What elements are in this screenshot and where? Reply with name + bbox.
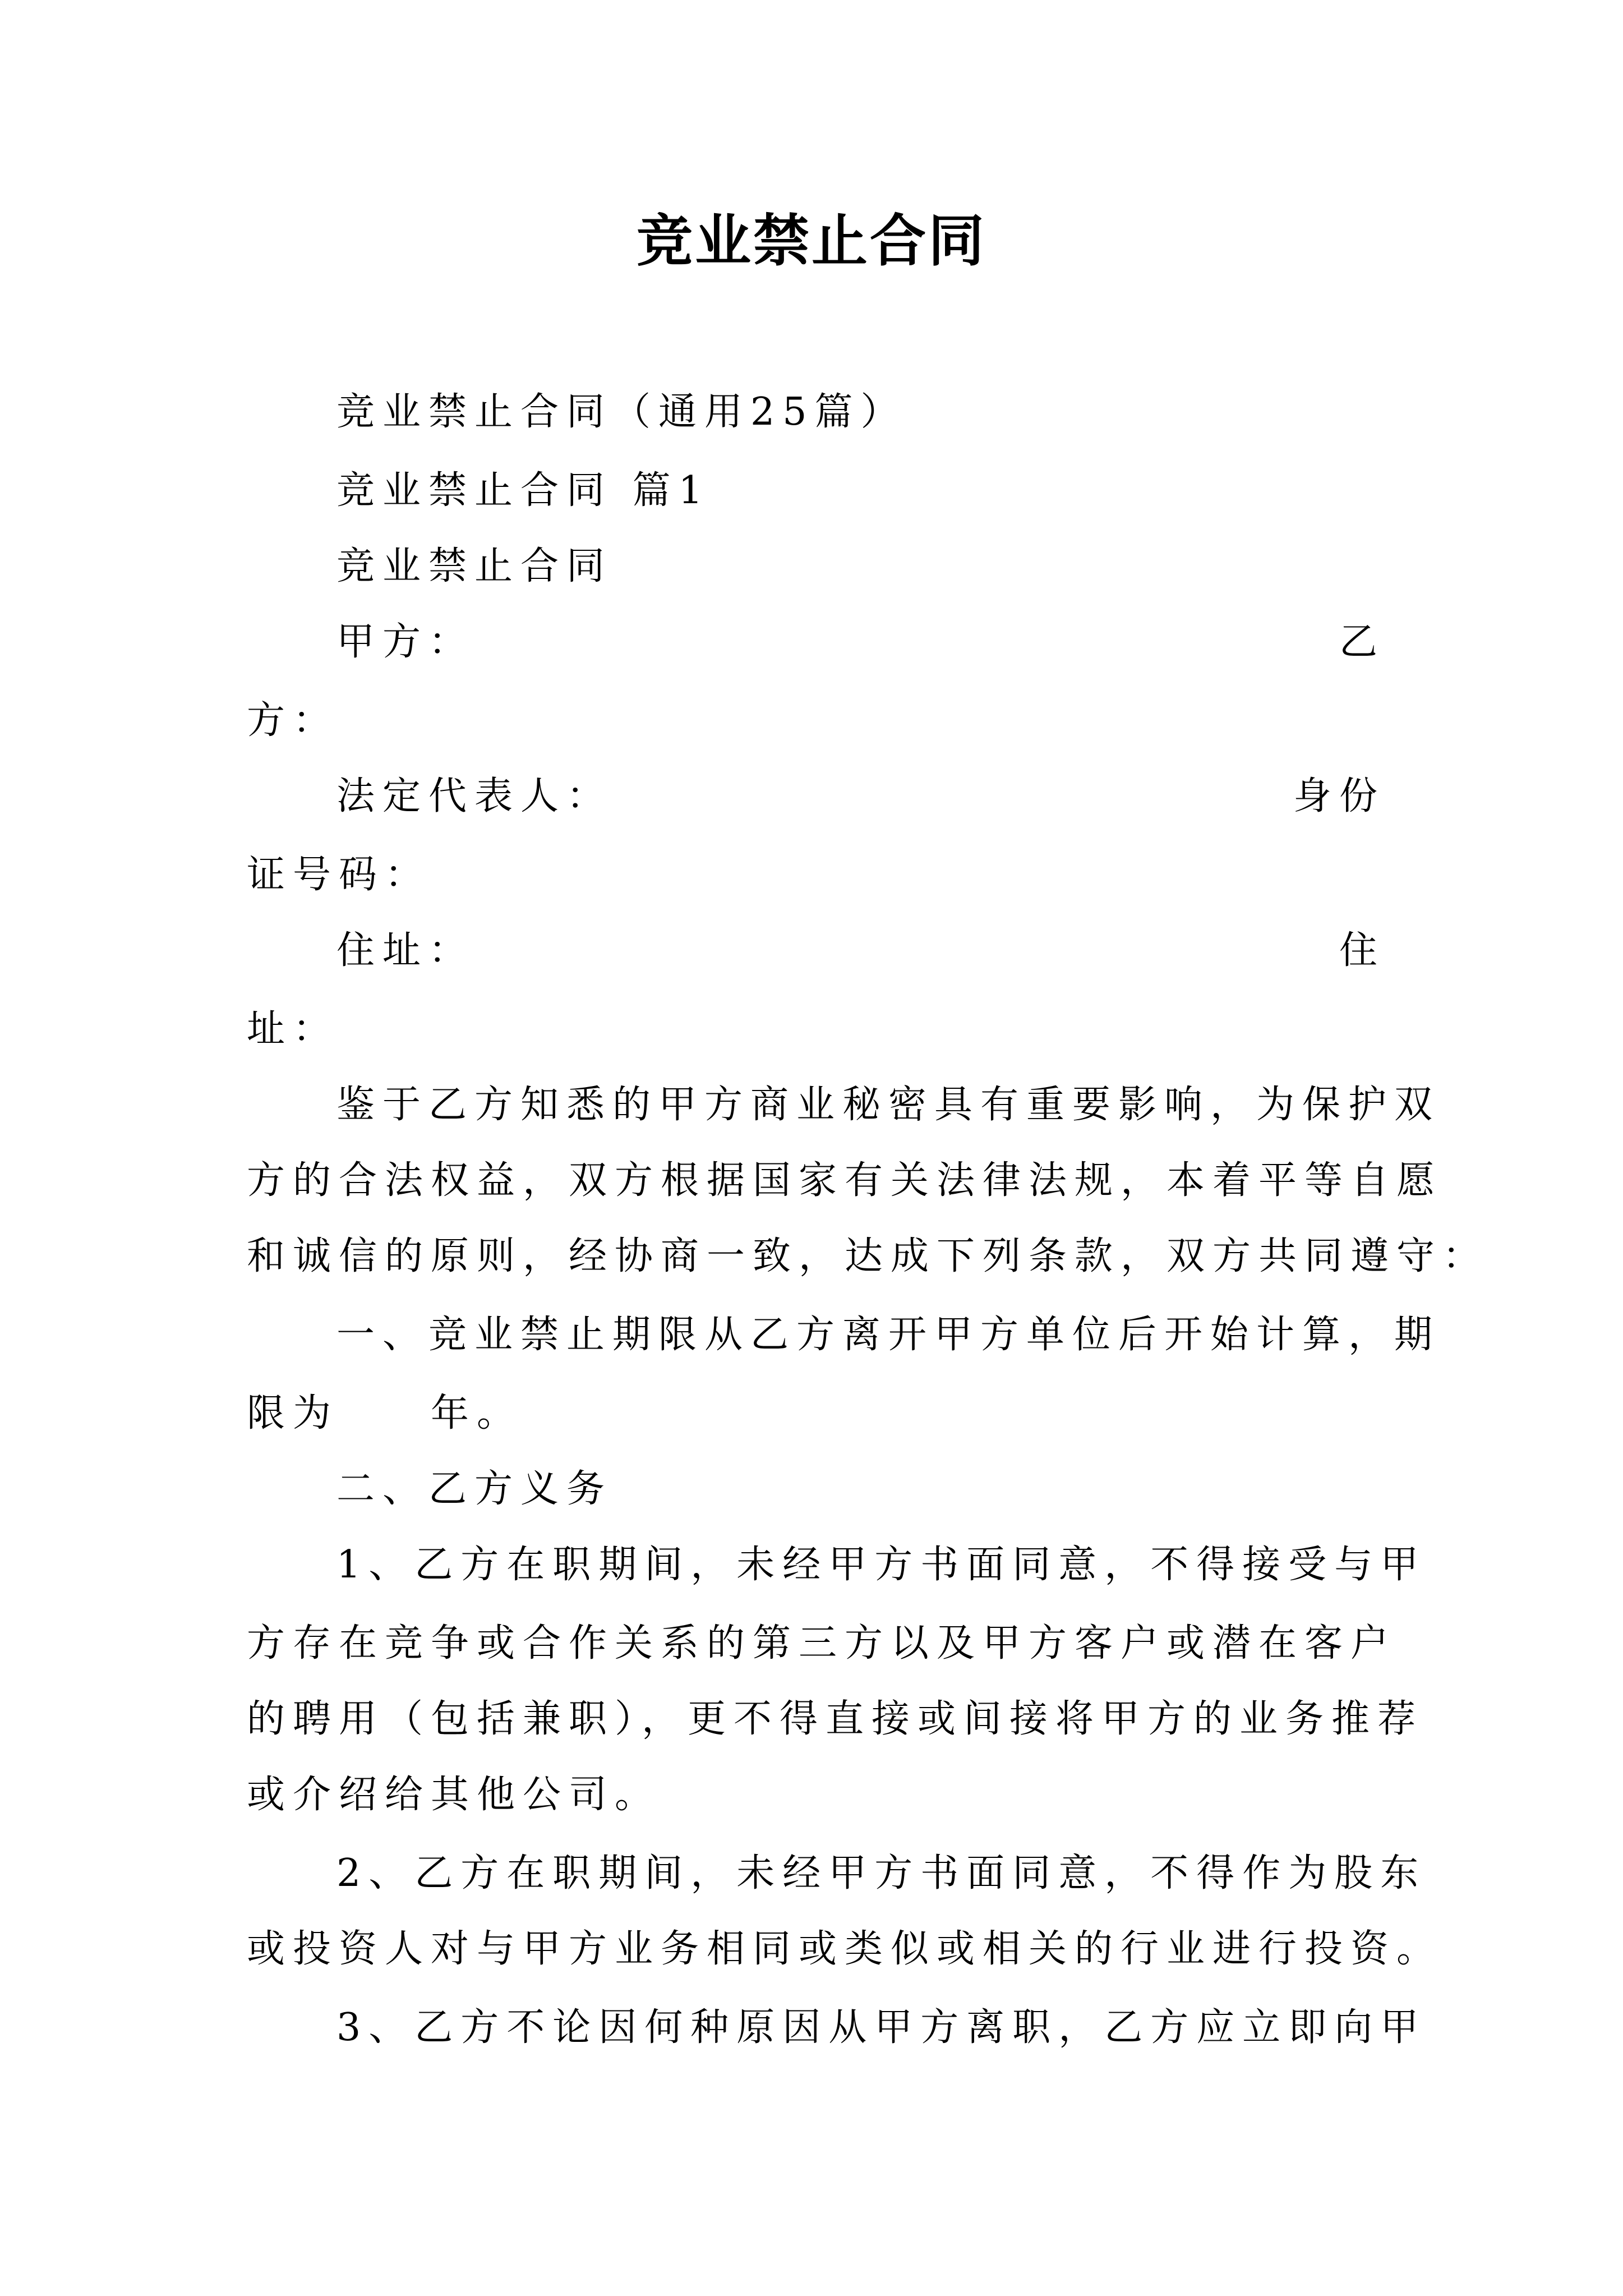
id-label-end: 证号码： — [247, 853, 431, 897]
subtitle-collection: 竞业禁止合同（通用25篇） — [336, 390, 907, 434]
address-a-label: 住址： — [336, 928, 475, 973]
document-title: 竞业禁止合同 — [637, 208, 986, 274]
item2-line-1: 2、乙方在职期间，未经甲方书面同意，不得作为股东 — [336, 1851, 1427, 1895]
preamble-line-3: 和诚信的原则，经协商一致，达成下列条款，双方共同遵守： — [247, 1234, 1489, 1278]
subtitle-contract: 竞业禁止合同 — [336, 544, 613, 588]
item1-line-2: 方存在竞争或合作关系的第三方以及甲方客户或潜在客户 — [247, 1621, 1397, 1665]
address-b-label-end: 址： — [247, 1007, 339, 1051]
item1-line-1: 1、乙方在职期间，未经甲方书面同意，不得接受与甲 — [336, 1543, 1427, 1587]
item1-line-4: 或介绍给其他公司。 — [247, 1773, 661, 1817]
clause1-line-2: 限为 年。 — [247, 1391, 523, 1435]
item1-line-3: 的聘用（包括兼职），更不得直接或间接将甲方的业务推荐 — [247, 1697, 1424, 1741]
party-b-label-start: 乙 — [1339, 620, 1385, 664]
preamble-line-2: 方的合法权益，双方根据国家有关法律法规，本着平等自愿 — [247, 1158, 1443, 1203]
preamble-line-1: 鉴于乙方知悉的甲方商业秘密具有重要影响，为保护双 — [336, 1083, 1441, 1127]
legal-rep-label: 法定代表人： — [336, 774, 613, 818]
party-a-label: 甲方： — [336, 620, 475, 664]
address-b-label-start: 住 — [1339, 928, 1385, 973]
id-label-start: 身份 — [1293, 774, 1385, 818]
subtitle-part: 竞业禁止合同 篇1 — [336, 468, 711, 513]
clause1-line-1: 一、竞业禁止期限从乙方离开甲方单位后开始计算，期 — [336, 1313, 1441, 1357]
party-b-label-end: 方： — [247, 698, 339, 743]
clause2-heading: 二、乙方义务 — [336, 1467, 613, 1511]
item3-line-1: 3、乙方不论因何种原因从甲方离职，乙方应立即向甲 — [336, 2005, 1427, 2050]
item2-line-2: 或投资人对与甲方业务相同或类似或相关的行业进行投资。 — [247, 1927, 1443, 1971]
